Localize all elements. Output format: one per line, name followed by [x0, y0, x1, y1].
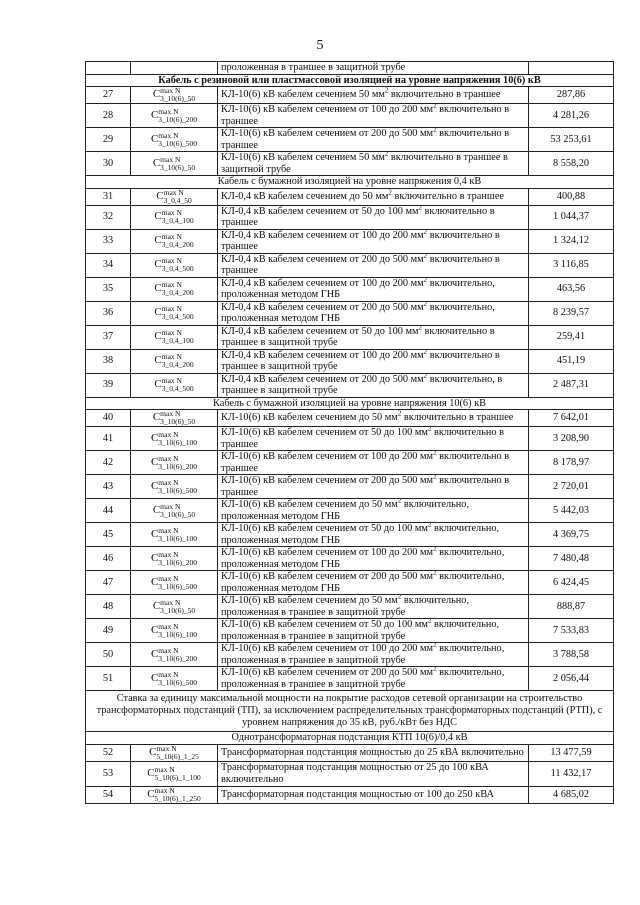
rate-code	[131, 499, 218, 523]
rate-symbol: C	[149, 745, 157, 758]
tariff-table-body	[86, 62, 614, 804]
superscript-two: 2	[388, 188, 392, 197]
table-row	[86, 253, 614, 277]
rate-superscript: max N	[161, 280, 182, 289]
row-value: 4 369,75	[529, 523, 614, 547]
rate-indices	[160, 503, 195, 519]
row-description: проложенная в траншее в защитной трубе	[218, 62, 529, 75]
table-row	[86, 277, 614, 301]
row-description: Трансформаторная подстанция мощностью от 25 до 100 кВА включительно	[218, 761, 529, 786]
section-header-ktp: Однотрансформаторная подстанция КТП 10(6)/0,4 кВ	[86, 732, 614, 745]
superscript-two: 2	[427, 426, 432, 433]
table-row	[86, 667, 614, 691]
section-header-rubber-10kv: Кабель с резиновой или пластмассовой изоляцией на уровне напряжения 10(6) кВ	[86, 74, 614, 87]
row-description: КЛ-10(6) кВ кабелем сечением от 200 до 500 $мм^2$ включительно, проложенная методом ГНБ	[218, 571, 529, 595]
row-number: 47	[86, 571, 131, 595]
rate-symbol: C	[154, 257, 162, 270]
rate-subscript: 5_10(6)_1_100	[154, 772, 201, 782]
rate-superscript: max N	[158, 573, 179, 583]
row-description: КЛ-10(6) кВ кабелем сечением от 200 до 500 $мм^2$ включительно в траншее	[218, 475, 529, 499]
section-header-row	[86, 691, 614, 732]
row-description: КЛ-10(6) кВ кабелем сечением до 50 $мм^2$ включительно, проложенная в траншее в защитной трубе	[218, 595, 529, 619]
rate-indices	[158, 132, 197, 148]
superscript-two: 2	[418, 325, 422, 332]
row-value: 2 720,01	[529, 475, 614, 499]
section-header-row	[86, 397, 614, 410]
rate-code	[131, 410, 218, 427]
rate-superscript: max N	[158, 453, 179, 463]
table-row	[86, 499, 614, 523]
rate-code	[131, 786, 218, 803]
rate-symbol: C	[154, 209, 162, 222]
rate-symbol: C	[147, 787, 155, 800]
rate-indices	[160, 410, 195, 426]
rate-symbol: C	[150, 647, 159, 660]
row-number: 35	[86, 277, 131, 301]
rate-subscript: 3_10(6)_50	[160, 605, 196, 615]
rate-subscript: 3_10(6)_200	[158, 557, 198, 567]
rate-indices	[158, 551, 197, 567]
table-row	[86, 104, 614, 128]
rate-superscript: max N	[160, 154, 181, 164]
rate-code	[131, 277, 218, 301]
rate-subscript: 3_10(6)_50	[160, 162, 196, 172]
row-value: 4 281,26	[529, 104, 614, 128]
rate-code	[131, 128, 218, 152]
table-row	[86, 595, 614, 619]
rate-code	[131, 451, 218, 475]
table-row	[86, 152, 614, 176]
row-value: 6 424,45	[529, 571, 614, 595]
rate-subscript: 3_0,4_100	[161, 336, 194, 345]
row-number: 32	[86, 205, 131, 229]
rate-superscript: max N	[160, 86, 181, 95]
rate-indices	[158, 527, 197, 543]
rate-symbol: C	[150, 623, 159, 636]
rate-indices	[162, 257, 194, 273]
rate-code	[131, 205, 218, 229]
tariff-table	[85, 61, 614, 804]
rate-symbol: C	[154, 305, 162, 318]
row-value: 1 044,37	[529, 205, 614, 229]
row-value: 1 324,12	[529, 229, 614, 253]
rate-symbol: C	[147, 766, 155, 779]
rate-subscript: 3_10(6)_50	[160, 509, 196, 519]
rate-symbol: C	[154, 233, 162, 246]
row-number: 53	[86, 761, 131, 786]
rate-code	[131, 761, 218, 786]
row-value: 463,56	[529, 277, 614, 301]
rate-symbol: C	[150, 108, 159, 121]
rate-symbol: C	[152, 599, 161, 612]
rate-superscript: max N	[154, 764, 175, 774]
rate-code	[131, 301, 218, 325]
rate-symbol: C	[150, 132, 159, 145]
rate-code	[131, 571, 218, 595]
rate-code	[131, 253, 218, 277]
rate-symbol: C	[152, 503, 161, 516]
rate-subscript: 3_0,4_500	[161, 264, 194, 273]
row-value: 53 253,61	[529, 128, 614, 152]
row-description: КЛ-10(6) кВ кабелем сечением от 200 до 500 $мм^2$ включительно в траншее	[218, 128, 529, 152]
rate-symbol: C	[156, 189, 164, 202]
row-number: 30	[86, 152, 131, 176]
rate-subscript: 3_0,4_200	[161, 240, 194, 249]
rate-indices	[158, 575, 197, 591]
row-value: 8 558,20	[529, 152, 614, 176]
row-number: 31	[86, 188, 131, 205]
rate-symbol: C	[152, 410, 161, 423]
row-value: 3 116,85	[529, 253, 614, 277]
table-row	[86, 523, 614, 547]
rate-superscript: max N	[160, 597, 181, 607]
rate-code	[131, 547, 218, 571]
superscript-two: 2	[397, 498, 402, 505]
rate-superscript: max N	[161, 232, 182, 241]
rate-code	[131, 325, 218, 349]
rate-indices	[162, 305, 194, 321]
rate-symbol: C	[150, 455, 159, 468]
superscript-two: 2	[433, 127, 437, 134]
rate-subscript: 3_10(6)_100	[158, 533, 198, 543]
rate-subscript: 5_10(6)_1_25	[156, 751, 199, 761]
row-value: 400,88	[529, 188, 614, 205]
rate-code	[131, 62, 218, 75]
row-number: 49	[86, 619, 131, 643]
row-description: КЛ-10(6) кВ кабелем сечением от 100 до 200 $мм^2$ включительно в траншее	[218, 104, 529, 128]
rate-subscript: 3_10(6)_100	[158, 629, 198, 639]
rate-code	[131, 104, 218, 128]
superscript-two: 2	[433, 642, 437, 649]
table-row	[86, 87, 614, 104]
rate-subscript: 3_0,4_100	[161, 216, 194, 225]
rate-symbol: C	[150, 575, 159, 588]
table-row	[86, 229, 614, 253]
rate-symbol: C	[154, 377, 162, 390]
row-description: КЛ-0,4 кВ кабелем сечением от 200 до 500 $мм^2$ включительно, в траншее в защитной трубе	[218, 373, 529, 397]
row-description: Трансформаторная подстанция мощностью до 25 кВА включительно	[218, 744, 529, 761]
rate-code	[131, 523, 218, 547]
rate-indices	[158, 671, 197, 687]
row-number: 54	[86, 786, 131, 803]
section-header-row	[86, 74, 614, 87]
rate-indices	[155, 766, 201, 782]
table-row	[86, 410, 614, 427]
row-number: 45	[86, 523, 131, 547]
rate-indices	[158, 108, 197, 124]
row-value: 11 432,17	[529, 761, 614, 786]
row-number: 43	[86, 475, 131, 499]
superscript-two: 2	[423, 349, 428, 356]
rate-symbol: C	[154, 329, 162, 342]
superscript-two: 2	[418, 205, 422, 212]
section-header-row	[86, 176, 614, 189]
row-value: 451,19	[529, 349, 614, 373]
row-number	[86, 62, 131, 75]
row-number: 52	[86, 744, 131, 761]
rate-indices	[158, 431, 197, 447]
rate-symbol: C	[150, 671, 159, 684]
table-row	[86, 427, 614, 451]
row-number: 50	[86, 643, 131, 667]
row-value: 7 480,48	[529, 547, 614, 571]
row-value: 8 178,97	[529, 451, 614, 475]
row-value: 7 642,01	[529, 410, 614, 427]
section-header-paper-10kv: Кабель с бумажной изоляцией на уровне напряжения 10(6) кВ	[86, 397, 614, 410]
table-row	[86, 643, 614, 667]
rate-code	[131, 87, 218, 104]
rate-subscript: 3_0,4_500	[161, 312, 194, 321]
rate-symbol: C	[150, 551, 159, 564]
rate-superscript: max N	[161, 376, 182, 385]
table-row	[86, 451, 614, 475]
rate-code	[131, 475, 218, 499]
rate-superscript: max N	[161, 208, 182, 217]
superscript-two: 2	[423, 253, 428, 260]
row-description: КЛ-0,4 кВ кабелем сечением от 100 до 200 $мм^2$ включительно, проложенная методом ГНБ	[218, 277, 529, 301]
row-description: КЛ-10(6) кВ кабелем сечением от 200 до 500 $мм^2$ включительно, проложенная в траншее в защитной трубе	[218, 667, 529, 691]
row-value: 7 533,83	[529, 619, 614, 643]
row-number: 40	[86, 410, 131, 427]
rate-superscript: max N	[161, 256, 182, 265]
row-description: Трансформаторная подстанция мощностью от 100 до 250 кВА	[218, 786, 529, 803]
table-row	[86, 373, 614, 397]
rate-code	[131, 188, 218, 205]
superscript-two: 2	[423, 301, 428, 308]
row-number: 48	[86, 595, 131, 619]
rate-superscript: max N	[160, 501, 181, 511]
row-number: 34	[86, 253, 131, 277]
section-header-row	[86, 732, 614, 745]
row-number: 28	[86, 104, 131, 128]
table-row	[86, 571, 614, 595]
rate-indices	[160, 599, 195, 615]
superscript-two: 2	[433, 450, 437, 457]
row-description: КЛ-10(6) кВ кабелем сечением до 50 $мм^2$ включительно, проложенная методом ГНБ	[218, 499, 529, 523]
row-description: КЛ-10(6) кВ кабелем сечением от 50 до 100 $мм^2$ включительно, проложенная методом ГНБ	[218, 523, 529, 547]
rate-superscript: max N	[154, 786, 175, 795]
row-number: 36	[86, 301, 131, 325]
table-row	[86, 761, 614, 786]
rate-superscript: max N	[158, 525, 179, 535]
row-description: КЛ-0,4 кВ кабелем сечением от 200 до 500 $мм^2$ включительно, проложенная методом ГНБ	[218, 301, 529, 325]
row-description: КЛ-0,4 кВ кабелем сечением от 100 до 200 $мм^2$ включительно в траншее	[218, 229, 529, 253]
rate-symbol: C	[152, 156, 161, 169]
rate-subscript: 3_10(6)_500	[158, 485, 198, 495]
row-number: 51	[86, 667, 131, 691]
rate-indices	[156, 745, 199, 761]
rate-symbol: C	[150, 479, 159, 492]
rate-subscript: 3_10(6)_500	[158, 581, 198, 591]
rate-indices	[158, 647, 197, 663]
rate-code	[131, 667, 218, 691]
rate-superscript: max N	[163, 188, 184, 197]
superscript-two: 2	[433, 570, 437, 577]
rate-subscript: 3_10(6)_200	[158, 114, 198, 124]
rate-indices	[162, 377, 194, 393]
table-row	[86, 619, 614, 643]
rate-code	[131, 373, 218, 397]
rate-indices	[158, 623, 197, 639]
row-number: 37	[86, 325, 131, 349]
rate-code	[131, 595, 218, 619]
rate-superscript: max N	[161, 328, 182, 337]
rate-symbol: C	[152, 87, 161, 100]
rate-superscript: max N	[158, 669, 179, 679]
rate-subscript: 3_10(6)_500	[158, 677, 198, 687]
rate-subscript: 3_10(6)_50	[160, 417, 196, 426]
rate-indices	[162, 233, 194, 249]
rate-subscript: 3_10(6)_500	[158, 138, 198, 148]
row-value: 3 208,90	[529, 427, 614, 451]
superscript-two: 2	[433, 546, 437, 553]
row-value: 8 239,57	[529, 301, 614, 325]
row-number: 46	[86, 547, 131, 571]
rate-indices	[158, 455, 197, 471]
rate-superscript: max N	[158, 477, 179, 487]
rate-indices	[155, 787, 201, 803]
rate-indices	[164, 189, 192, 205]
superscript-two: 2	[423, 277, 428, 284]
row-value: 3 788,58	[529, 643, 614, 667]
rate-indices	[160, 87, 195, 103]
rate-superscript: max N	[158, 106, 179, 116]
rate-superscript: max N	[161, 352, 182, 361]
row-number: 27	[86, 87, 131, 104]
row-number: 38	[86, 349, 131, 373]
superscript-two: 2	[427, 618, 432, 625]
rate-superscript: max N	[158, 130, 179, 140]
rate-indices	[158, 479, 197, 495]
row-description: КЛ-0,4 кВ кабелем сечением от 50 до 100 $мм^2$ включительно в траншее в защитной трубе	[218, 325, 529, 349]
row-description: КЛ-10(6) кВ кабелем сечением 50 $мм^2$ включительно в траншее	[218, 87, 529, 104]
rate-code	[131, 152, 218, 176]
rate-subscript: 3_0,4_200	[161, 360, 194, 369]
table-row	[86, 744, 614, 761]
rate-symbol: C	[150, 527, 159, 540]
table-row	[86, 786, 614, 803]
row-value: 13 477,59	[529, 744, 614, 761]
row-description: КЛ-0,4 кВ кабелем сечением от 100 до 200 $мм^2$ включительно в траншее в защитной трубе	[218, 349, 529, 373]
superscript-two: 2	[397, 409, 402, 418]
rate-subscript: 3_10(6)_200	[158, 461, 198, 471]
row-value: 259,41	[529, 325, 614, 349]
table-row	[86, 547, 614, 571]
rate-indices	[162, 209, 194, 225]
superscript-two: 2	[433, 103, 437, 110]
superscript-two: 2	[397, 594, 402, 601]
row-description: КЛ-10(6) кВ кабелем сечением от 100 до 200 $мм^2$ включительно, проложенная методом ГНБ	[218, 547, 529, 571]
row-description: КЛ-0,4 кВ кабелем сечением до 50 $мм^2$ включительно в траншее	[218, 188, 529, 205]
rate-code	[131, 229, 218, 253]
row-value: 2 056,44	[529, 667, 614, 691]
rate-superscript: max N	[158, 429, 179, 439]
table-row	[86, 128, 614, 152]
row-description: КЛ-0,4 кВ кабелем сечением от 200 до 500 $мм^2$ включительно в траншее	[218, 253, 529, 277]
rate-subscript: 3_10(6)_100	[158, 437, 198, 447]
row-value: 4 685,02	[529, 786, 614, 803]
table-row	[86, 188, 614, 205]
rate-subscript: 3_0,4_200	[161, 288, 194, 297]
rate-symbol: C	[154, 353, 162, 366]
row-number: 42	[86, 451, 131, 475]
table-row	[86, 349, 614, 373]
rate-superscript: max N	[161, 304, 182, 313]
rate-symbol: C	[150, 431, 159, 444]
rate-code	[131, 643, 218, 667]
row-value: 888,87	[529, 595, 614, 619]
superscript-two: 2	[384, 151, 389, 158]
table-row	[86, 205, 614, 229]
rate-indices	[162, 281, 194, 297]
superscript-two: 2	[433, 474, 437, 481]
rate-code	[131, 349, 218, 373]
superscript-two: 2	[423, 373, 428, 380]
rate-superscript: max N	[156, 744, 177, 753]
row-description: КЛ-0,4 кВ кабелем сечением от 50 до 100 $мм^2$ включительно в траншее	[218, 205, 529, 229]
row-description: КЛ-10(6) кВ кабелем сечением от 100 до 200 $мм^2$ включительно в траншее	[218, 451, 529, 475]
row-description: КЛ-10(6) кВ кабелем сечением от 100 до 200 $мм^2$ включительно, проложенная в траншее в защитной трубе	[218, 643, 529, 667]
page-number: 5	[316, 38, 324, 53]
rate-superscript: max N	[160, 409, 181, 418]
row-number: 39	[86, 373, 131, 397]
rate-indices	[162, 329, 194, 345]
table-row	[86, 301, 614, 325]
row-value: 2 487,31	[529, 373, 614, 397]
row-value: 5 442,03	[529, 499, 614, 523]
rate-code	[131, 619, 218, 643]
rate-superscript: max N	[158, 549, 179, 559]
superscript-two: 2	[433, 666, 437, 673]
rate-subscript: 3_10(6)_50	[160, 94, 196, 103]
rate-indices	[162, 353, 194, 369]
superscript-two: 2	[427, 522, 432, 529]
row-description: КЛ-10(6) кВ кабелем сечением 50 $мм^2$ включительно в траншее в защитной трубе	[218, 152, 529, 176]
rate-superscript: max N	[158, 645, 179, 655]
rate-subscript: 3_10(6)_200	[158, 653, 198, 663]
row-number: 44	[86, 499, 131, 523]
row-value	[529, 62, 614, 75]
rate-code	[131, 427, 218, 451]
table-row	[86, 475, 614, 499]
table-row	[86, 62, 614, 75]
row-description: КЛ-10(6) кВ кабелем сечением от 50 до 100 $мм^2$ включительно в траншее	[218, 427, 529, 451]
rate-indices	[160, 156, 195, 172]
section-header-paper-0-4kv: Кабель с бумажной изоляцией на уровне напряжения 0,4 кВ	[86, 176, 614, 189]
rate-subscript: 5_10(6)_1_250	[154, 793, 201, 803]
superscript-two: 2	[423, 229, 428, 236]
table-row	[86, 325, 614, 349]
rate-code	[131, 744, 218, 761]
row-number: 29	[86, 128, 131, 152]
rate-subscript: 3_0,4_500	[161, 384, 194, 393]
section-header-transformer-rate: Ставка за единицу максимальной мощности на покрытие расходов сетевой организации на строительство трансформаторных подстанций (ТП), за исключением распределительных трансформаторных подстанций (РТП), с уровнем напряжения до 35 кВ, руб./кВт без НДС	[86, 691, 614, 732]
rate-symbol: C	[154, 281, 162, 294]
rate-subscript: 3_0,4_50	[163, 195, 192, 205]
superscript-two: 2	[384, 86, 389, 95]
row-description: КЛ-10(6) кВ кабелем сечением от 50 до 100 $мм^2$ включительно, проложенная в траншее в защитной трубе	[218, 619, 529, 643]
row-number: 41	[86, 427, 131, 451]
row-description: КЛ-10(6) кВ кабелем сечением до 50 $мм^2$ включительно в траншее	[218, 410, 529, 427]
rate-superscript: max N	[158, 621, 179, 631]
row-value: 287,86	[529, 87, 614, 104]
row-number: 33	[86, 229, 131, 253]
